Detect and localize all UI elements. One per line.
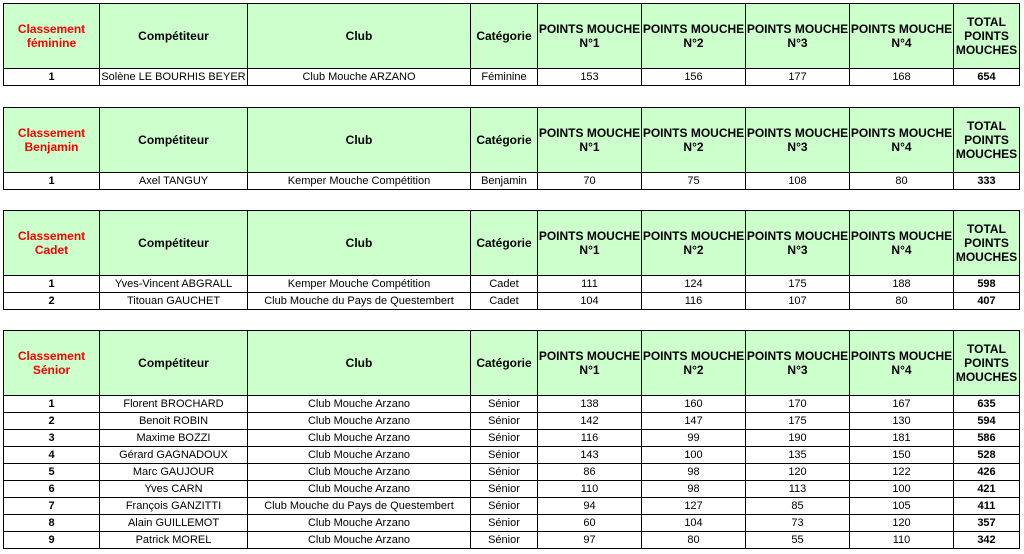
- club-cell: Club Mouche Arzano: [248, 430, 471, 447]
- points-2-cell: 99: [642, 430, 746, 447]
- table-row: [4, 69, 1020, 86]
- column-header-competitor: Compétiteur: [100, 211, 248, 276]
- points-1-cell: 104: [538, 293, 642, 310]
- category-cell: Sénior: [471, 396, 538, 413]
- points-1-cell: 116: [538, 430, 642, 447]
- total-cell: 635: [954, 396, 1020, 413]
- competitor-cell: Maxime BOZZI: [100, 430, 248, 447]
- table-row: [4, 276, 1020, 293]
- points-3-cell: 55: [746, 532, 850, 549]
- points-4-cell: 100: [850, 481, 954, 498]
- table-row: [4, 447, 1020, 464]
- points-3-cell: 113: [746, 481, 850, 498]
- points-3-cell: 175: [746, 413, 850, 430]
- total-cell: 426: [954, 464, 1020, 481]
- ranking-table-cadet: [3, 210, 1020, 310]
- total-cell: 654: [954, 69, 1020, 86]
- category-cell: Sénior: [471, 430, 538, 447]
- table-row: [4, 396, 1020, 413]
- column-header-points-4: POINTS MOUCHE N°4: [850, 331, 954, 396]
- column-header-points-2: POINTS MOUCHE N°2: [642, 331, 746, 396]
- table-row: [4, 515, 1020, 532]
- column-header-points-2: POINTS MOUCHE N°2: [642, 4, 746, 69]
- competitor-cell: Yves-Vincent ABGRALL: [100, 276, 248, 293]
- club-cell: Club Mouche ARZANO: [248, 69, 471, 86]
- competitor-cell: Alain GUILLEMOT: [100, 515, 248, 532]
- points-2-cell: 127: [642, 498, 746, 515]
- table-header-row: [4, 211, 1020, 276]
- points-1-cell: 143: [538, 447, 642, 464]
- ranking-table-feminine: [3, 3, 1020, 86]
- points-4-cell: 168: [850, 69, 954, 86]
- competitor-cell: Marc GAUJOUR: [100, 464, 248, 481]
- column-header-points-1: POINTS MOUCHE N°1: [538, 331, 642, 396]
- points-2-cell: 116: [642, 293, 746, 310]
- club-cell: Kemper Mouche Compétition: [248, 173, 471, 190]
- column-header-competitor: Compétiteur: [100, 4, 248, 69]
- category-cell: Cadet: [471, 293, 538, 310]
- points-2-cell: 80: [642, 532, 746, 549]
- table-row: [4, 464, 1020, 481]
- category-cell: Sénior: [471, 481, 538, 498]
- club-cell: Club Mouche Arzano: [248, 396, 471, 413]
- points-1-cell: 94: [538, 498, 642, 515]
- column-header-points-4: POINTS MOUCHE N°4: [850, 211, 954, 276]
- total-cell: 411: [954, 498, 1020, 515]
- rank-cell: 1: [4, 173, 100, 190]
- total-cell: 598: [954, 276, 1020, 293]
- points-2-cell: 100: [642, 447, 746, 464]
- table-row: [4, 481, 1020, 498]
- total-cell: 407: [954, 293, 1020, 310]
- ranking-title: Classement Cadet: [4, 211, 100, 276]
- rank-cell: 3: [4, 430, 100, 447]
- points-4-cell: 120: [850, 515, 954, 532]
- ranking-table-benjamin: [3, 107, 1020, 190]
- column-header-category: Catégorie: [471, 331, 538, 396]
- total-cell: 421: [954, 481, 1020, 498]
- points-4-cell: 167: [850, 396, 954, 413]
- column-header-total: TOTAL POINTS MOUCHES: [954, 211, 1020, 276]
- column-header-points-2: POINTS MOUCHE N°2: [642, 211, 746, 276]
- table-header-row: [4, 108, 1020, 173]
- competitor-cell: Yves CARN: [100, 481, 248, 498]
- category-cell: Féminine: [471, 69, 538, 86]
- table-row: [4, 293, 1020, 310]
- table-row: [4, 532, 1020, 549]
- points-2-cell: 98: [642, 464, 746, 481]
- table-header-row: [4, 331, 1020, 396]
- points-1-cell: 111: [538, 276, 642, 293]
- points-3-cell: 73: [746, 515, 850, 532]
- points-4-cell: 80: [850, 173, 954, 190]
- rank-cell: 5: [4, 464, 100, 481]
- competitor-cell: François GANZITTI: [100, 498, 248, 515]
- points-4-cell: 181: [850, 430, 954, 447]
- column-header-competitor: Compétiteur: [100, 108, 248, 173]
- rank-cell: 2: [4, 413, 100, 430]
- points-1-cell: 97: [538, 532, 642, 549]
- points-3-cell: 120: [746, 464, 850, 481]
- category-cell: Sénior: [471, 413, 538, 430]
- rank-cell: 1: [4, 276, 100, 293]
- points-4-cell: 122: [850, 464, 954, 481]
- ranking-table-senior: [3, 330, 1020, 549]
- total-cell: 528: [954, 447, 1020, 464]
- column-header-points-1: POINTS MOUCHE N°1: [538, 4, 642, 69]
- points-3-cell: 175: [746, 276, 850, 293]
- competitor-cell: Titouan GAUCHET: [100, 293, 248, 310]
- points-1-cell: 86: [538, 464, 642, 481]
- points-2-cell: 98: [642, 481, 746, 498]
- column-header-points-3: POINTS MOUCHE N°3: [746, 108, 850, 173]
- table-row: [4, 498, 1020, 515]
- club-cell: Club Mouche Arzano: [248, 532, 471, 549]
- column-header-points-4: POINTS MOUCHE N°4: [850, 4, 954, 69]
- points-2-cell: 104: [642, 515, 746, 532]
- column-header-points-3: POINTS MOUCHE N°3: [746, 331, 850, 396]
- column-header-points-1: POINTS MOUCHE N°1: [538, 211, 642, 276]
- category-cell: Sénior: [471, 515, 538, 532]
- rank-cell: 4: [4, 447, 100, 464]
- club-cell: Kemper Mouche Compétition: [248, 276, 471, 293]
- column-header-points-1: POINTS MOUCHE N°1: [538, 108, 642, 173]
- competitor-cell: Solène LE BOURHIS BEYER: [100, 69, 248, 86]
- points-3-cell: 108: [746, 173, 850, 190]
- rank-cell: 9: [4, 532, 100, 549]
- points-1-cell: 153: [538, 69, 642, 86]
- table-header-row: [4, 4, 1020, 69]
- points-1-cell: 70: [538, 173, 642, 190]
- column-header-club: Club: [248, 4, 471, 69]
- rank-cell: 2: [4, 293, 100, 310]
- competitor-cell: Patrick MOREL: [100, 532, 248, 549]
- category-cell: Sénior: [471, 447, 538, 464]
- column-header-total: TOTAL POINTS MOUCHES: [954, 331, 1020, 396]
- total-cell: 342: [954, 532, 1020, 549]
- points-4-cell: 110: [850, 532, 954, 549]
- category-cell: Cadet: [471, 276, 538, 293]
- club-cell: Club Mouche du Pays de Questembert: [248, 293, 471, 310]
- total-cell: 333: [954, 173, 1020, 190]
- column-header-total: TOTAL POINTS MOUCHES: [954, 108, 1020, 173]
- column-header-club: Club: [248, 108, 471, 173]
- column-header-category: Catégorie: [471, 108, 538, 173]
- column-header-points-3: POINTS MOUCHE N°3: [746, 211, 850, 276]
- table-row: [4, 173, 1020, 190]
- rank-cell: 1: [4, 69, 100, 86]
- column-header-club: Club: [248, 331, 471, 396]
- column-header-category: Catégorie: [471, 211, 538, 276]
- club-cell: Club Mouche Arzano: [248, 515, 471, 532]
- total-cell: 586: [954, 430, 1020, 447]
- category-cell: Benjamin: [471, 173, 538, 190]
- rank-cell: 8: [4, 515, 100, 532]
- column-header-points-3: POINTS MOUCHE N°3: [746, 4, 850, 69]
- column-header-points-4: POINTS MOUCHE N°4: [850, 108, 954, 173]
- club-cell: Club Mouche Arzano: [248, 481, 471, 498]
- points-1-cell: 138: [538, 396, 642, 413]
- column-header-category: Catégorie: [471, 4, 538, 69]
- competitor-cell: Florent BROCHARD: [100, 396, 248, 413]
- points-2-cell: 156: [642, 69, 746, 86]
- points-2-cell: 75: [642, 173, 746, 190]
- ranking-title: Classement Sénior: [4, 331, 100, 396]
- club-cell: Club Mouche Arzano: [248, 413, 471, 430]
- points-3-cell: 135: [746, 447, 850, 464]
- points-1-cell: 142: [538, 413, 642, 430]
- points-4-cell: 188: [850, 276, 954, 293]
- category-cell: Sénior: [471, 532, 538, 549]
- club-cell: Club Mouche Arzano: [248, 447, 471, 464]
- total-cell: 357: [954, 515, 1020, 532]
- competitor-cell: Gérard GAGNADOUX: [100, 447, 248, 464]
- rank-cell: 6: [4, 481, 100, 498]
- ranking-title: Classement Benjamin: [4, 108, 100, 173]
- table-row: [4, 430, 1020, 447]
- table-row: [4, 413, 1020, 430]
- points-3-cell: 190: [746, 430, 850, 447]
- points-3-cell: 170: [746, 396, 850, 413]
- points-4-cell: 130: [850, 413, 954, 430]
- category-cell: Sénior: [471, 498, 538, 515]
- points-4-cell: 80: [850, 293, 954, 310]
- rank-cell: 1: [4, 396, 100, 413]
- total-cell: 594: [954, 413, 1020, 430]
- points-4-cell: 150: [850, 447, 954, 464]
- points-2-cell: 160: [642, 396, 746, 413]
- column-header-competitor: Compétiteur: [100, 331, 248, 396]
- points-2-cell: 124: [642, 276, 746, 293]
- category-cell: Sénior: [471, 464, 538, 481]
- column-header-points-2: POINTS MOUCHE N°2: [642, 108, 746, 173]
- points-2-cell: 147: [642, 413, 746, 430]
- points-1-cell: 110: [538, 481, 642, 498]
- competitor-cell: Benoit ROBIN: [100, 413, 248, 430]
- column-header-total: TOTAL POINTS MOUCHES: [954, 4, 1020, 69]
- points-4-cell: 105: [850, 498, 954, 515]
- points-1-cell: 60: [538, 515, 642, 532]
- column-header-club: Club: [248, 211, 471, 276]
- rank-cell: 7: [4, 498, 100, 515]
- club-cell: Club Mouche du Pays de Questembert: [248, 498, 471, 515]
- competitor-cell: Axel TANGUY: [100, 173, 248, 190]
- club-cell: Club Mouche Arzano: [248, 464, 471, 481]
- points-3-cell: 177: [746, 69, 850, 86]
- points-3-cell: 107: [746, 293, 850, 310]
- points-3-cell: 85: [746, 498, 850, 515]
- ranking-title: Classement féminine: [4, 4, 100, 69]
